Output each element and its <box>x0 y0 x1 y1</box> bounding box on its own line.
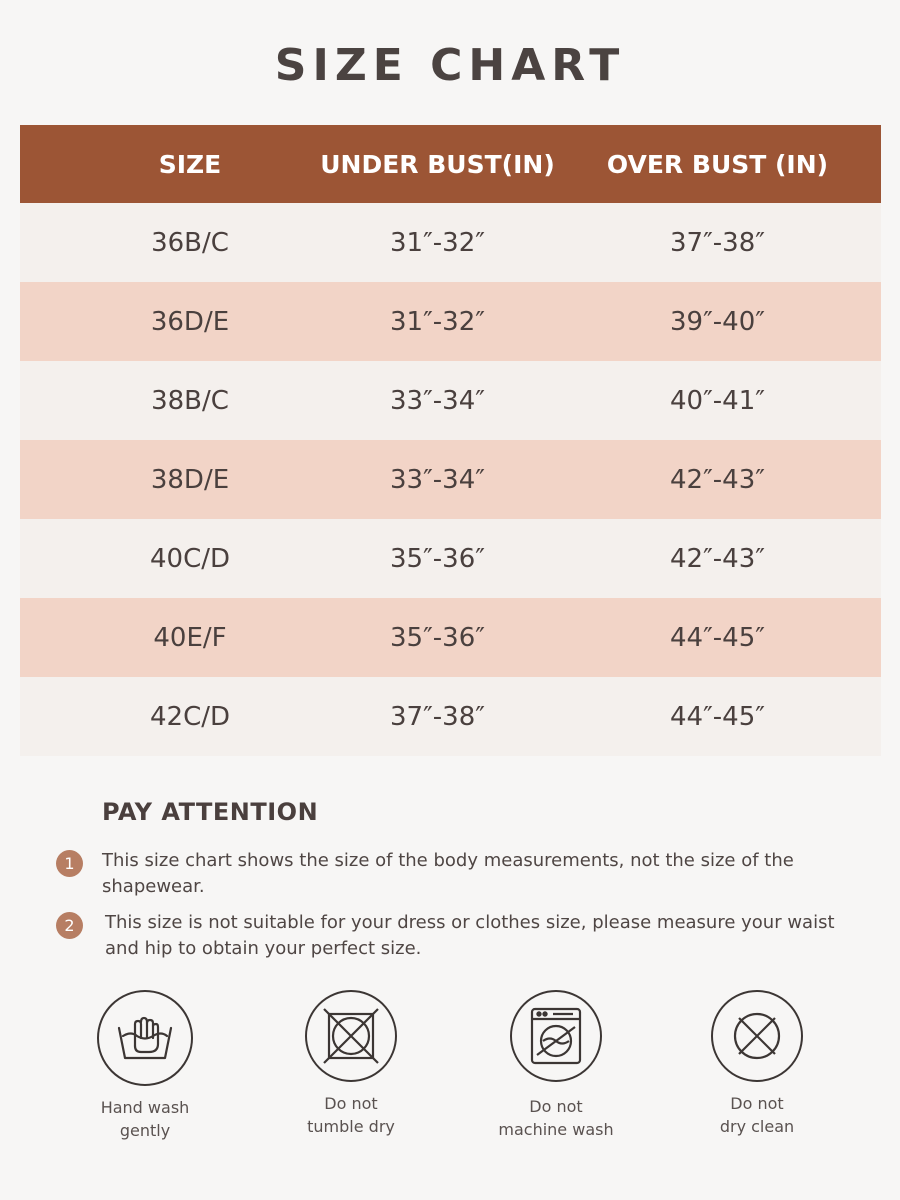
size-cell: 38B/C <box>151 385 229 416</box>
size-table <box>20 125 881 756</box>
over-bust-cell: 40″-41″ <box>670 385 765 416</box>
under-bust-cell: 33″-34″ <box>390 464 485 495</box>
care-label: Hand wash gently <box>100 1098 190 1140</box>
care-label: Do not machine wash <box>498 1097 614 1139</box>
table-row <box>20 203 881 282</box>
hand-wash-icon <box>97 990 193 1086</box>
care-item-no-tumble-dry <box>276 990 426 1138</box>
note-text: This size is not suitable for your dress or clothes size, please measure your waist and hip to obtain your perfect size. <box>105 912 835 959</box>
size-cell: 36B/C <box>151 227 229 258</box>
care-item-no-machine-wash <box>481 990 631 1141</box>
note-number-badge: 2 <box>56 912 83 939</box>
no-tumble-dry-icon <box>305 990 397 1082</box>
table-row <box>20 598 881 677</box>
care-label: Do not dry clean <box>719 1094 795 1136</box>
over-bust-cell: 42″-43″ <box>670 543 765 574</box>
size-cell: 38D/E <box>150 464 230 495</box>
over-bust-cell: 42″-43″ <box>670 464 765 495</box>
header-under-bust: UNDER BUST(IN) <box>320 149 555 179</box>
note-text: This size chart shows the size of the body measurements, not the size of the shapewear. <box>102 850 794 897</box>
under-bust-cell: 31″-32″ <box>390 306 485 337</box>
under-bust-cell: 31″-32″ <box>390 227 485 258</box>
under-bust-cell: 37″-38″ <box>390 701 485 732</box>
care-label: Do not tumble dry <box>307 1094 395 1136</box>
page-title: SIZE CHART <box>274 40 626 91</box>
size-cell: 40E/F <box>153 622 227 653</box>
care-item-hand-wash <box>70 990 220 1142</box>
note-number-badge: 1 <box>56 850 83 877</box>
over-bust-cell: 39″-40″ <box>670 306 765 337</box>
no-dry-clean-icon <box>711 990 803 1082</box>
header-size: SIZE <box>158 149 222 179</box>
under-bust-cell: 35″-36″ <box>390 543 485 574</box>
table-row <box>20 361 881 440</box>
table-row <box>20 519 881 598</box>
size-cell: 36D/E <box>150 306 230 337</box>
table-header <box>20 125 881 203</box>
size-cell: 42C/D <box>149 701 231 732</box>
table-row <box>20 440 881 519</box>
over-bust-cell: 44″-45″ <box>670 701 765 732</box>
over-bust-cell: 44″-45″ <box>670 622 765 653</box>
no-machine-wash-icon <box>510 990 602 1082</box>
table-row <box>20 677 881 756</box>
table-row <box>20 282 881 361</box>
care-item-no-dry-clean <box>682 990 832 1138</box>
over-bust-cell: 37″-38″ <box>670 227 765 258</box>
under-bust-cell: 33″-34″ <box>390 385 485 416</box>
notes-title: PAY ATTENTION <box>102 798 319 826</box>
header-over-bust: OVER BUST (IN) <box>606 149 829 179</box>
size-cell: 40C/D <box>149 543 231 574</box>
under-bust-cell: 35″-36″ <box>390 622 485 653</box>
